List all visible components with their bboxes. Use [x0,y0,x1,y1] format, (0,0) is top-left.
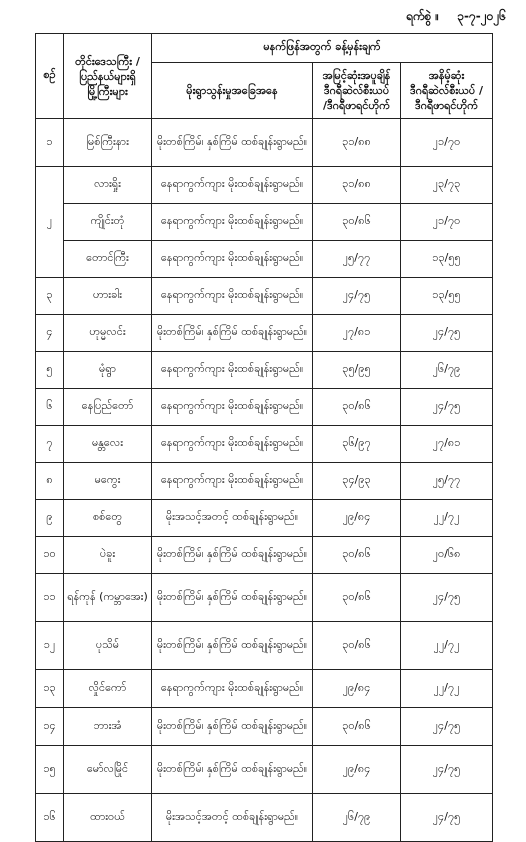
header-forecast-title: မနက်ဖြန်အတွက် ခန့်မှန်းချက် [152,34,493,63]
header-city-line: တိုင်းဒေသကြီး / [75,54,140,68]
row-condition: နေရာကွက်ကျား မိုးထစ်ချုန်းရွာမည်။ [152,426,313,463]
row-city: ရန်ကုန် (ကမ္ဘာအေး) [64,574,152,622]
row-max: ၃၀/၈၆ [313,622,401,670]
table-row [36,315,493,352]
header-max-line: ဒီဂရီဆဲလ်စီးယပ် [323,84,390,97]
row-max: ၂၉/၈၄ [313,500,401,537]
row-min: ၂၄/၇၅ [401,574,493,622]
table-row [36,500,493,537]
row-max: ၂၆/၇၉ [313,794,401,842]
row-condition: မိုးတစ်ကြိမ်၊ နှစ်ကြိမ် ထစ်ချုန်းရွာမည်။ [152,708,313,746]
row-min: ၁၃/၅၅ [401,278,493,315]
row-min: ၂၂/၇၂ [401,500,493,537]
row-max: ၂၇/၈၁ [313,315,401,352]
date-value: ၃-၇-၂၀၂၆ [457,9,506,23]
header-min-line: အနိမ့်ဆုံး [428,69,465,82]
row-min: ၂၄/၇၅ [401,794,493,842]
row-condition: မိုးတစ်ကြိမ်၊ နှစ်ကြိမ် ထစ်ချုန်းရွာမည်။ [152,537,313,574]
table-row [36,119,493,167]
row-no: ၆ [36,389,64,426]
table-row [36,574,493,622]
header-city [64,34,152,119]
row-condition: နေရာကွက်ကျား မိုးထစ်ချုန်းရွာမည်။ [152,463,313,500]
row-min: ၂၄/၇၅ [401,708,493,746]
row-min: ၂၄/၇၅ [401,746,493,794]
row-city: စစ်တွေ [64,500,152,537]
row-condition: နေရာကွက်ကျား မိုးထစ်ချုန်းရွာမည်။ [152,352,313,389]
row-city: ဘားအံ [64,708,152,746]
header-condition: မိုးရွာသွန်းမှုအခြေအနေ [152,63,313,119]
row-min: ၂၂/၇၂ [401,622,493,670]
row-max: ၃၁/၈၈ [313,119,401,167]
row-condition: နေရာကွက်ကျား မိုးထစ်ချုန်းရွာမည်။ [152,389,313,426]
row-min: ၂၅/၇၇ [401,463,493,500]
header-max-line: /ဒီဂရီဖာရင်ဟိုက် [322,99,391,112]
header-no: စဉ် [36,34,64,119]
row-no: ၉ [36,500,64,537]
row-max: ၂၉/၈၄ [313,746,401,794]
header-max-line: အမြင့်ဆုံးအပူချိန် [322,69,391,82]
row-no: ၁၃ [36,670,64,708]
table-row [36,241,493,278]
header-city-line: မြို့ကြီးများ [87,84,128,98]
row-no: ၇ [36,426,64,463]
row-city: ကျိုင်းတုံ [64,204,152,241]
row-min: ၂၁/၇၀ [401,119,493,167]
row-max: ၃၀/၈၆ [313,204,401,241]
row-max: ၂၅/၇၇ [313,241,401,278]
row-no: ၁၅ [36,746,64,794]
row-no: ၁ [36,119,64,167]
row-max: ၃၀/၈၆ [313,708,401,746]
row-city: လှိုင်ကော် [64,670,152,708]
row-condition: မိုးတစ်ကြိမ်၊ နှစ်ကြိမ် ထစ်ချုန်းရွာမည်။ [152,574,313,622]
row-min: ၂၀/၆၈ [401,537,493,574]
row-max: ၂၉/၈၄ [313,670,401,708]
row-min: ၂၂/၇၂ [401,670,493,708]
table-row [36,708,493,746]
row-city: ထားဝယ် [64,794,152,842]
row-city: ဟားခါး [64,278,152,315]
row-condition: မိုးအသင့်အတင့် ထစ်ချုန်းရွာမည်။ [152,500,313,537]
row-min: ၂၄/၇၅ [401,315,493,352]
row-condition: မိုးတစ်ကြိမ်၊ နှစ်ကြိမ် ထစ်ချုန်းရွာမည်။ [152,746,313,794]
row-city: တောင်ကြီး [64,241,152,278]
table-row [36,278,493,315]
row-city: ဟုမ္မလင်း [64,315,152,352]
table-row [36,622,493,670]
table-header-row [36,34,493,63]
row-condition: မိုးတစ်ကြိမ်၊ နှစ်ကြိမ် ထစ်ချုန်းရွာမည်။ [152,622,313,670]
header-min-line: ဒီဂရီဖာရင်ဟိုက် [414,99,479,112]
header-max-temp [313,63,401,119]
row-city: နေပြည်တော် [64,389,152,426]
header-min-temp [401,63,493,119]
row-no: ၈ [36,463,64,500]
table-row [36,794,493,842]
row-max: ၃၅/၉၅ [313,352,401,389]
row-city: မကွေး [64,463,152,500]
header-min-line: ဒီဂရီဆဲလ်စီးယပ် / [409,84,484,97]
row-no: ၂ [36,167,64,278]
row-city: လားရှိုး [64,167,152,204]
row-city: ပုသိမ် [64,622,152,670]
row-min: ၂၃/၇၃ [401,167,493,204]
row-max: ၂၄/၇၅ [313,278,401,315]
row-condition: နေရာကွက်ကျား မိုးထစ်ချုန်းရွာမည်။ [152,670,313,708]
row-max: ၃၀/၈၆ [313,574,401,622]
table-row [36,426,493,463]
table-row [36,389,493,426]
row-min: ၂၇/၈၁ [401,426,493,463]
row-no: ၄ [36,315,64,352]
row-condition: နေရာကွက်ကျား မိုးထစ်ချုန်းရွာမည်။ [152,241,313,278]
date-label: ရက်စွဲ ။ [405,9,440,23]
row-condition: နေရာကွက်ကျား မိုးထစ်ချုန်းရွာမည်။ [152,167,313,204]
row-no: ၅ [36,352,64,389]
header-city-line: ပြည်နယ်များရှိ [79,69,136,83]
row-no: ၁၀ [36,537,64,574]
weather-forecast-table [35,33,493,842]
row-city: မြစ်ကြီးနား [64,119,152,167]
row-city: မုံရွာ [64,352,152,389]
row-condition: နေရာကွက်ကျား မိုးထစ်ချုန်းရွာမည်။ [152,204,313,241]
row-max: ၃၆/၉၇ [313,426,401,463]
row-no: ၁၁ [36,574,64,622]
table-row [36,746,493,794]
table-row [36,670,493,708]
row-condition: မိုးတစ်ကြိမ်၊ နှစ်ကြိမ် ထစ်ချုန်းရွာမည်။ [152,315,313,352]
row-max: ၃၀/၈၆ [313,389,401,426]
row-min: ၁၃/၅၅ [401,241,493,278]
row-min: ၂၁/၇၀ [401,204,493,241]
table-row [36,537,493,574]
table-row [36,204,493,241]
row-city: ပဲခူး [64,537,152,574]
row-no: ၃ [36,278,64,315]
table-row [36,167,493,204]
row-city: မော်လမြိုင် [64,746,152,794]
row-city: မန္တလေး [64,426,152,463]
row-max: ၃၀/၈၆ [313,537,401,574]
row-min: ၂၆/၇၉ [401,352,493,389]
row-condition: နေရာကွက်ကျား မိုးထစ်ချုန်းရွာမည်။ [152,278,313,315]
row-condition: မိုးအသင့်အတင့် ထစ်ချုန်းရွာမည်။ [152,794,313,842]
row-condition: မိုးတစ်ကြိမ်၊ နှစ်ကြိမ် ထစ်ချုန်းရွာမည်။ [152,119,313,167]
row-max: ၃၁/၈၈ [313,167,401,204]
table-row [36,463,493,500]
table-row [36,352,493,389]
report-date [406,8,506,26]
row-no: ၁၂ [36,622,64,670]
row-max: ၃၄/၉၃ [313,463,401,500]
row-min: ၂၄/၇၅ [401,389,493,426]
row-no: ၁၄ [36,708,64,746]
row-no: ၁၆ [36,794,64,842]
